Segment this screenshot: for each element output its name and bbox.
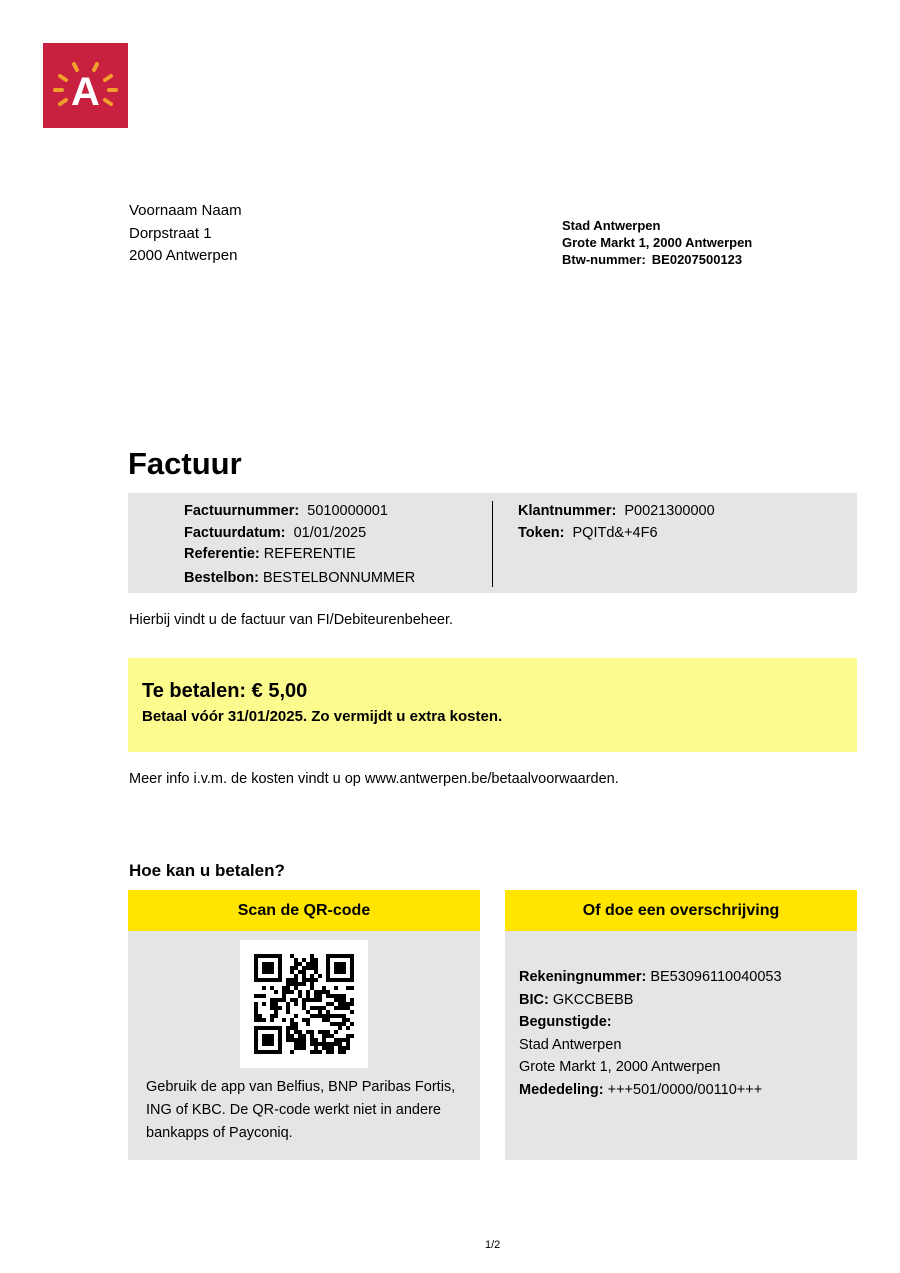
recipient-address [129, 200, 242, 268]
beneficiary-address: Grote Markt 1, 2000 Antwerpen [519, 1059, 721, 1076]
recipient-street: Dorpstraat 1 [129, 224, 212, 242]
page-title: Factuur [128, 446, 242, 481]
invoice-reference-label: Referentie: [184, 546, 260, 562]
qr-card [128, 890, 480, 1160]
logo-letter: A [71, 70, 100, 114]
intro-text: Hierbij vindt u de factuur van FI/Debiteurenbeheer. [129, 612, 454, 628]
invoice-date-value: 01/01/2025 [293, 525, 367, 541]
invoice-info-box [128, 493, 857, 593]
qr-instructions: Gebruik de app van Belfius, BNP Paribas Fortis, ING of KBC. De QR-code werkt niet in andere bankapps of Payconiq. [146, 1079, 456, 1141]
token-label: Token: [518, 525, 565, 541]
token [518, 525, 658, 541]
account-number [519, 966, 782, 989]
invoice-reference [184, 546, 356, 562]
account-label: Rekeningnummer: [519, 969, 647, 985]
sender-address: Grote Markt 1, 2000 Antwerpen [562, 235, 753, 250]
amount-due [142, 680, 307, 703]
payment-message [519, 1079, 782, 1102]
payment-box [128, 658, 857, 752]
transfer-card [505, 890, 857, 1160]
vat-label: Btw-nummer: [562, 252, 646, 267]
client-number-label: Klantnummer: [518, 503, 617, 519]
invoice-number-label: Factuurnummer: [184, 503, 300, 519]
invoice-order-value: BESTELBONNUMMER [262, 570, 416, 586]
recipient-city: 2000 Antwerpen [129, 247, 238, 264]
account-value: BE53096110040053 [650, 969, 782, 985]
info-divider [492, 501, 493, 587]
beneficiary-label: Begunstigde: [519, 1014, 612, 1031]
sender-vat [562, 251, 752, 268]
bic-value: GKCCBEBB [552, 991, 634, 1008]
how-to-pay-title: Hoe kan u betalen? [129, 861, 285, 880]
sender-name: Stad Antwerpen [562, 218, 661, 233]
page-number: 1/2 [485, 1239, 501, 1251]
bank-details [519, 966, 782, 1102]
invoice-date-label: Factuurdatum: [184, 525, 286, 541]
invoice-date [184, 525, 366, 541]
token-value: PQITd&+4F6 [572, 525, 658, 541]
due-date-text: Betaal vóór 31/01/2025. Zo vermijdt u extra kosten. [142, 708, 503, 725]
message-label: Mededeling: [519, 1081, 604, 1098]
client-number [518, 503, 715, 519]
invoice-number [184, 503, 388, 519]
amount-value: € 5,00 [251, 680, 308, 702]
recipient-name: Voornaam Naam [129, 202, 242, 219]
more-info-text: Meer info i.v.m. de kosten vindt u op www.antwerpen.be/betaalvoorwaarden. [129, 771, 619, 787]
bic-label: BIC: [519, 991, 549, 1008]
amount-label: Te betalen: [142, 680, 247, 702]
qr-code-icon[interactable] [240, 940, 368, 1068]
invoice-order [184, 570, 415, 586]
invoice-reference-value: REFERENTIE [263, 546, 356, 562]
invoice-number-value: 5010000001 [307, 503, 388, 519]
message-value: +++501/0000/00110+++ [607, 1081, 763, 1098]
vat-value: BE0207500123 [651, 252, 743, 267]
bic [519, 989, 782, 1012]
sender-block [562, 217, 752, 268]
qr-card-header: Scan de QR-code [128, 890, 480, 931]
antwerpen-logo-icon [43, 43, 128, 128]
transfer-card-header: Of doe een overschrijving [505, 890, 857, 931]
beneficiary-name: Stad Antwerpen [519, 1036, 622, 1053]
invoice-order-label: Bestelbon: [184, 570, 259, 586]
client-number-value: P0021300000 [624, 503, 715, 519]
